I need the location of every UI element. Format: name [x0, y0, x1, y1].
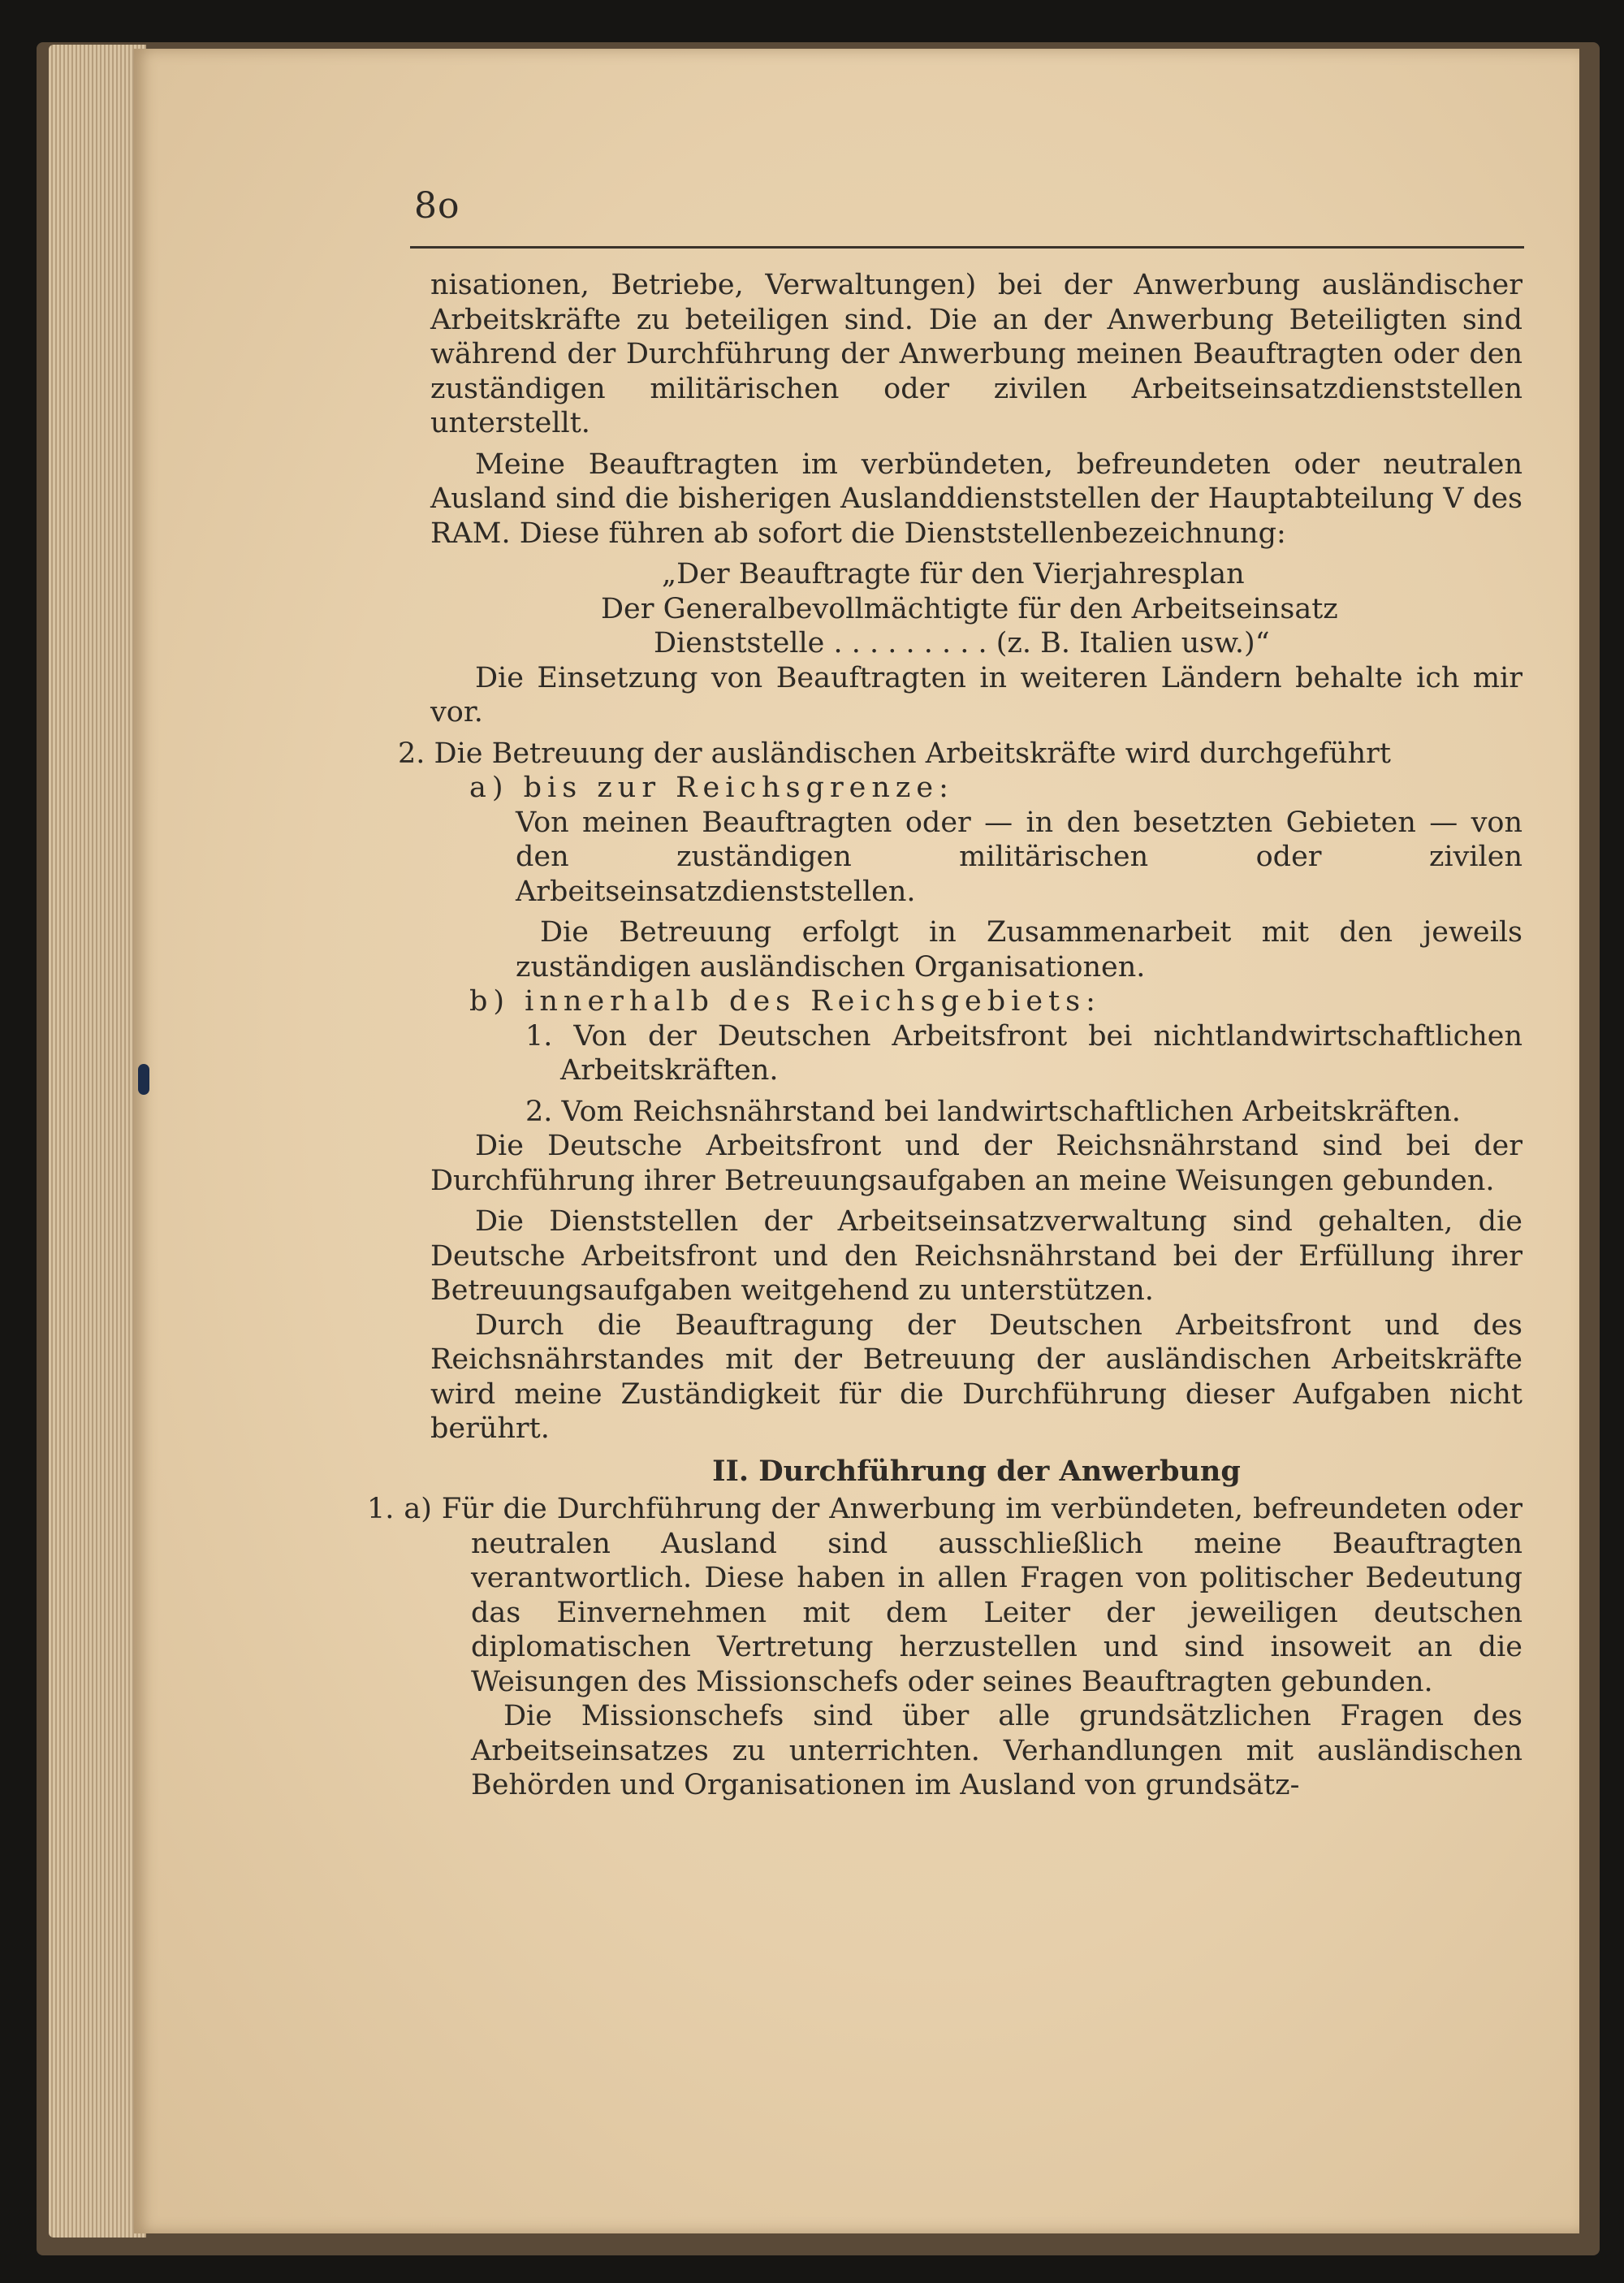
quote-line: Der Generalbevollmächtigte für den Arbeitseinsatz	[601, 592, 1338, 625]
binding-mark	[138, 1064, 149, 1095]
enum-item: 1. Von der Deutschen Arbeitsfront bei nichtlandwirtschaftlichen Arbeitskräften.	[525, 1019, 1522, 1087]
page-edges	[49, 45, 146, 2238]
paragraph: Durch die Beauftragung der Deutschen Arbeitsfront und des Reichsnährstandes mit der Betreuung der ausländischen Arbeitskräfte wird meine Zuständigkeit für die Durchführung dieser Aufgaben nicht berührt.	[430, 1308, 1522, 1445]
paragraph: Die Betreuung erfolgt in Zusammenarbeit mit den jeweils zuständigen ausländischen Organisationen.	[516, 916, 1522, 984]
paragraph: Von meinen Beauftragten oder — in den besetzten Gebieten — von den zuständigen militärischen oder zivilen Arbeitseinsatzdienststellen.	[516, 806, 1522, 908]
page-number: 8o	[414, 185, 460, 227]
paragraph: Die Missionschefs sind über alle grundsätzlichen Fragen des Arbeitseinsatzes zu unterrichten. Verhandlungen mit ausländischen Behörden und Organisationen im Ausland von grundsätz-	[471, 1700, 1522, 1801]
quote-line: Dienststelle . . . . . . . . . (z. B. Italien usw.)“	[654, 627, 1270, 659]
paragraph: 1. a) Für die Durchführung der Anwerbung im verbündeten, befreundeten oder neutralen Ausland sind ausschließlich meine Beauftragten verantwortlich. Diese haben in allen Fragen von politischer Bedeutung das Einvernehmen mit dem Leiter der jeweiligen deutschen diplomatischen Vertretung herzustellen und sind insoweit an die Weisungen des Missionschefs oder seines Beauftragten gebunden.	[367, 1493, 1522, 1698]
paragraph: Die Einsetzung von Beauftragten in weiteren Ländern behalte ich mir vor.	[430, 661, 1522, 729]
sub-item-heading: b) innerhalb des Reichsgebiets:	[469, 985, 1101, 1018]
section-item: 2. Die Betreuung der ausländischen Arbeitskräfte wird durchgeführt	[398, 737, 1391, 770]
paragraph: Die Deutsche Arbeitsfront und der Reichsnährstand sind bei der Durchführung ihrer Betreuungsaufgaben an meine Weisungen gebunden.	[430, 1130, 1522, 1197]
paragraph: nisationen, Betriebe, Verwaltungen) bei der Anwerbung ausländischer Arbeitskräfte zu beteiligen sind. Die an der Anwerbung Beteiligten sind während der Durchführung der Anwerbung meinen Beauftragten oder den zuständigen militärischen oder zivilen Arbeitseinsatzdienststellen unterstellt.	[430, 269, 1522, 439]
page-text	[367, 268, 1522, 1803]
sub-item-heading: a) bis zur Reichsgrenze:	[469, 772, 954, 804]
enum-item: 2. Vom Reichsnährstand bei landwirtschaftlichen Arbeitskräften.	[525, 1095, 1461, 1128]
quote-line: „Der Beauftragte für den Vierjahresplan	[662, 558, 1245, 590]
header-rule	[410, 246, 1524, 249]
section-heading: II. Durchführung der Anwerbung	[712, 1454, 1241, 1488]
paragraph: Die Dienststellen der Arbeitseinsatzverwaltung sind gehalten, die Deutsche Arbeitsfront und den Reichsnährstand bei der Erfüllung ihrer Betreuungsaufgaben weitgehend zu unterstützen.	[430, 1205, 1522, 1307]
paragraph: Meine Beauftragten im verbündeten, befreundeten oder neutralen Ausland sind die bisherigen Auslanddienststellen der Hauptabteilung V des RAM. Diese führen ab sofort die Dienststellenbezeichnung:	[430, 448, 1522, 550]
